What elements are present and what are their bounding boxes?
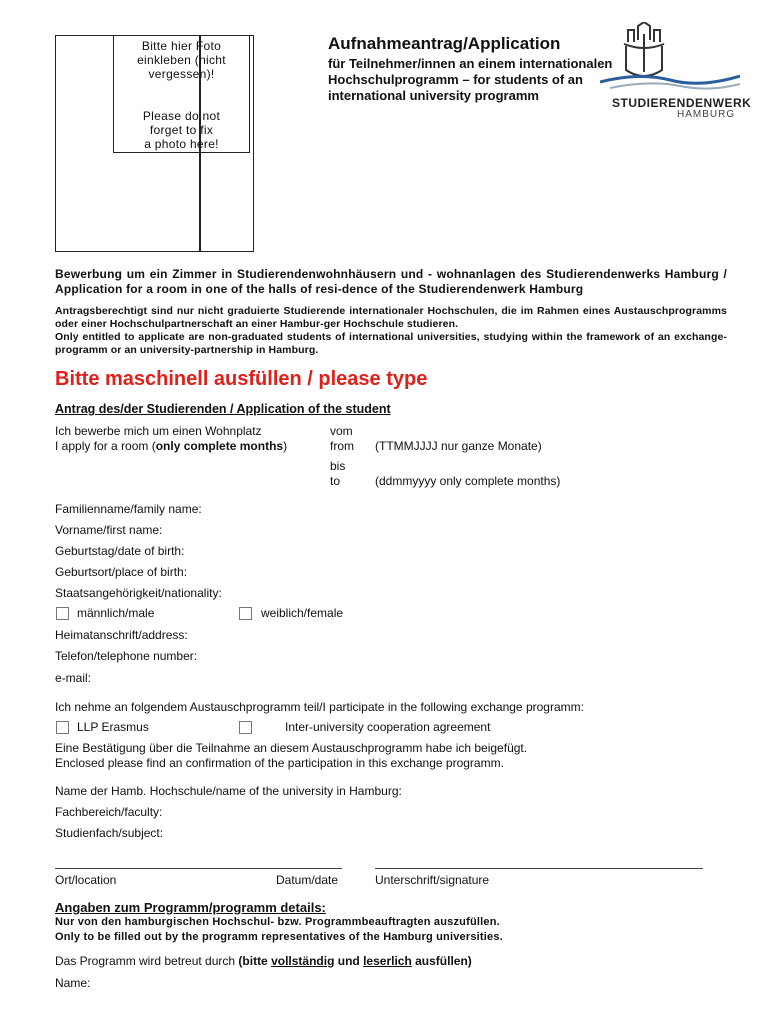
inter-university-label: Inter-university cooperation agreement: [285, 720, 491, 734]
location-date-line: [55, 868, 342, 869]
subtitle-line: Hochschulprogramm – for students of an: [328, 72, 583, 87]
faculty-label: Fachbereich/faculty:: [55, 805, 163, 819]
signature-label: Unterschrift/signature: [375, 873, 490, 887]
photo-text-line: a photo here!: [144, 137, 219, 151]
to-format-hint: (ddmmyyyy only complete months): [375, 474, 561, 488]
female-label: weiblich/female: [261, 606, 344, 620]
llp-erasmus-checkbox[interactable]: [56, 721, 69, 734]
female-checkbox[interactable]: [239, 607, 252, 620]
supervised-by-label: [55, 954, 472, 968]
student-section-heading: Antrag des/der Studierenden / Application of the student: [55, 402, 391, 416]
program-section-heading: Angaben zum Programm/programm details:: [55, 900, 326, 915]
confirmation-en: Enclosed please find an confirmation of the participation in this exchange programm.: [55, 756, 504, 770]
address-label: Heimatanschrift/address:: [55, 628, 188, 642]
intro-heading: Bewerbung um ein Zimmer in Studierendenwohnhäusern und - wohnanlagen des Studierendenwerks Hamburg / Application for a room in one of the halls of resi-dence of the Studierendenwerk Hamburg: [55, 267, 727, 296]
pob-label: Geburtsort/place of birth:: [55, 565, 188, 579]
male-label: männlich/male: [77, 606, 155, 620]
photo-text-line: Please do not: [142, 109, 221, 123]
apply-en-text: ): [283, 439, 288, 453]
location-label: Ort/location: [55, 873, 117, 887]
supervised-emphasis: ausfüllen): [411, 954, 472, 968]
from-format-hint: (TTMMJJJJ nur ganze Monate): [375, 439, 542, 453]
subtitle-line: für Teilnehmer/innen an einem internationalen: [328, 56, 613, 71]
supervised-emphasis: (bitte: [238, 954, 272, 968]
photo-text-line: Bitte hier Foto: [141, 39, 222, 53]
first-name-label: Vorname/first name:: [55, 523, 163, 537]
nationality-label: Staatsangehörigkeit/nationality:: [55, 586, 222, 600]
email-label: e-mail:: [55, 671, 92, 685]
supervised-text: Das Programm wird betreut durch: [55, 954, 239, 968]
program-note-de: Nur von den hamburgischen Hochschul- bzw. Programmbeauftragten auszufüllen.: [55, 916, 500, 928]
university-name-label: Name der Hamb. Hochschule/name of the university in Hamburg:: [55, 784, 402, 798]
bis-label: bis: [330, 459, 346, 473]
photo-text-line: forget to fix: [149, 123, 214, 137]
apply-de: Ich bewerbe mich um einen Wohnplatz: [55, 424, 262, 438]
vom-label: vom: [330, 424, 353, 438]
confirmation-de: Eine Bestätigung über die Teilnahme an diesem Austauschprogramm habe ich beigefügt.: [55, 741, 528, 755]
logo-name: STUDIERENDENWERK: [612, 96, 752, 110]
male-checkbox[interactable]: [56, 607, 69, 620]
llp-erasmus-label: LLP Erasmus: [77, 720, 149, 734]
apply-en-text: I apply for a room (: [55, 439, 156, 453]
subject-label: Studienfach/subject:: [55, 826, 164, 840]
page-subtitle: [328, 56, 628, 104]
supervised-emphasis-underlined: leserlich: [363, 954, 412, 968]
program-note-en: Only to be filled out by the programm representatives of the Hamburg universities.: [55, 931, 503, 943]
to-label: to: [330, 474, 341, 488]
phone-label: Telefon/telephone number:: [55, 649, 198, 663]
from-label: from: [330, 439, 354, 453]
supervised-emphasis: und: [334, 954, 364, 968]
page-title: Aufnahmeantrag/Application: [328, 34, 561, 53]
exchange-question: Ich nehme an folgendem Austauschprogramm teil/I participate in the following exchange programm:: [55, 700, 584, 714]
logo-city: HAMBURG: [677, 109, 736, 120]
date-label: Datum/date: [276, 873, 339, 887]
inter-university-checkbox[interactable]: [239, 721, 252, 734]
apply-en-emphasis: only complete months: [155, 439, 284, 453]
family-name-label: Familienname/family name:: [55, 502, 202, 516]
photo-text-de: [113, 39, 250, 81]
program-name-label: Name:: [55, 976, 91, 990]
apply-en: [55, 439, 287, 454]
subtitle-line: international university programm: [328, 88, 539, 103]
photo-text-line: einkleben (nicht: [137, 53, 226, 67]
supervised-emphasis-underlined: vollständig: [271, 954, 335, 968]
photo-text-line: vergessen)!: [148, 67, 215, 81]
signature-line: [375, 868, 703, 869]
type-notice: Bitte maschinell ausfüllen / please type: [55, 368, 428, 390]
intro-eligibility-en: Only entitled to applicate are non-graduated students of international universities, studying within the framework of an exchange-programm or an university-partnership in Hamburg.: [55, 331, 727, 356]
dob-label: Geburtstag/date of birth:: [55, 544, 185, 558]
photo-text-en: [113, 109, 250, 151]
intro-eligibility-de: Antragsberechtigt sind nur nicht graduierte Studierende internationaler Hochschulen, die im Rahmen eines Austauschprogramms oder einer Hochschulpartnerschaft an einer Hambur-ger Hochschule studieren.: [55, 305, 727, 330]
